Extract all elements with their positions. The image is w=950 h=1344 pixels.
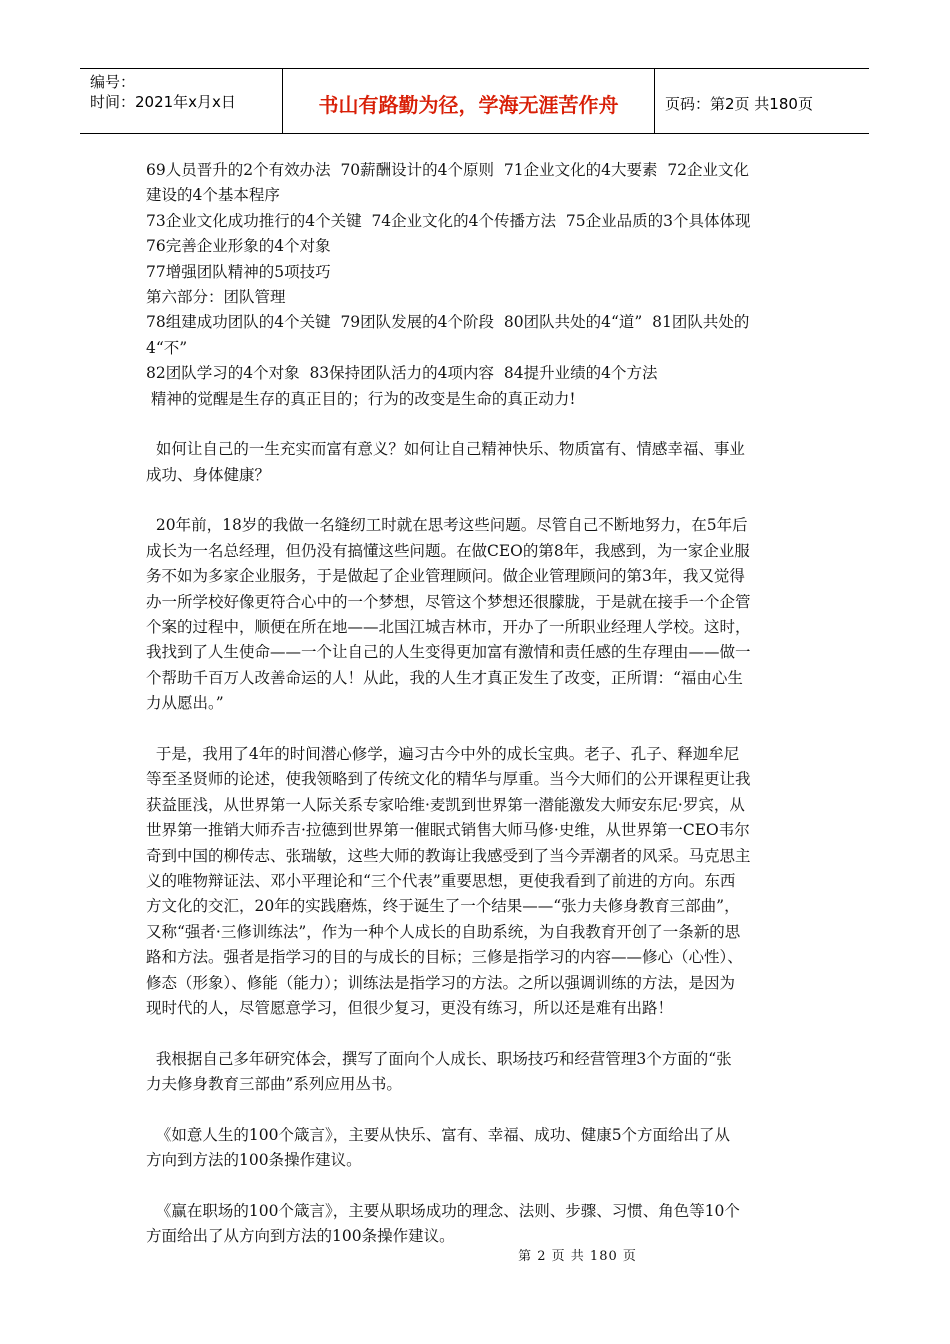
body-text-line: 个案的过程中，顺便在所在地——北国江城吉林市，开办了一所职业经理人学校。这时， [146,618,751,637]
document-time-label: 时间：2021年x月x日 [90,93,236,111]
body-text-line: 建设的4个基本程序 [146,186,280,205]
body-text-line: 精神的觉醒是生存的真正目的；行为的改变是生命的真正动力! [146,389,576,408]
document-number-label: 编号： [90,73,136,91]
page-header [80,68,869,134]
body-text-line: 奇到中国的柳传志、张瑞敏，这些大师的教诲让我感受到了当今弄潮者的风采。马克思主 [146,846,751,865]
body-text-line: 《赢在职场的100个箴言》，主要从职场成功的理念、法则、步骤、习惯、角色等10个 [146,1202,740,1221]
body-text-line: 力夫修身教育三部曲”系列应用丛书。 [146,1075,402,1094]
paragraph-gap [146,717,814,742]
body-text-line: 方面给出了从方向到方法的100条操作建议。 [146,1227,455,1246]
body-text-line: 82团队学习的4个对象 83保持团队活力的4项内容 84提升业绩的4个方法 [146,364,658,383]
body-text-line: 获益匪浅，从世界第一人际关系专家哈维·麦凯到世界第一潜能激发大师安东尼·罗宾，从 [146,795,745,814]
body-text-line: 如何让自己的一生充实而富有意义？如何让自己精神快乐、物质富有、情感幸福、事业 [146,440,745,459]
body-text-line: 务不如为多家企业服务，于是做起了企业管理顾问。做企业管理顾问的第3年，我又觉得 [146,567,745,586]
body-text-line: 我根据自己多年研究体会，撰写了面向个人成长、职场技巧和经营管理3个方面的“张 [146,1049,732,1068]
body-text-line: 等至圣贤师的论述，使我领略到了传统文化的精华与厚重。当今大师们的公开课程更让我 [146,770,751,789]
body-text-line: 4“不” [146,338,188,357]
paragraph-gap [146,488,814,513]
header-motto: 书山有路勤为径，学海无涯苦作舟 [283,69,655,133]
body-text-line: 修态（形象）、修能（能力）；训练法是指学习的方法。之所以强调训练的方法，是因为 [146,973,736,992]
body-text-line: 个帮助千百万人改善命运的人！从此，我的人生才真正发生了改变，正所谓：“福由心生 [146,668,743,687]
body-text-line: 路和方法。强者是指学习的目的与成长的目标；三修是指学习的内容——修心（心性）、 [146,948,743,967]
body-text-line: 现时代的人，尽管愿意学习，但很少复习，更没有练习，所以还是难有出路！ [146,998,674,1017]
body-text-line: 办一所学校好像更符合心中的一个梦想，尽管这个梦想还很朦胧，于是就在接手一个企管 [146,592,751,611]
page-footer: 第 2 页 共 180 页 [518,1249,637,1264]
body-text-line: 方文化的交汇，20年的实践磨炼，终于诞生了一个结果——“张力夫修身教育三部曲”， [146,897,740,916]
body-text-line: 77增强团队精神的5项技巧 [146,262,331,281]
body-text-line: 力从愿出。” [146,694,224,713]
paragraph-gap [146,1174,814,1199]
document-body [146,158,814,1250]
body-text-line: 第六部分：团队管理 [146,287,286,306]
body-text-line: 78组建成功团队的4个关键 79团队发展的4个阶段 80团队共处的4“道” 81团队共处的 [146,313,750,332]
paragraph-gap [146,412,814,437]
body-text-line: 世界第一推销大师乔吉·拉德到世界第一催眠式销售大师马修·史维，从世界第一CEO韦尔 [146,821,750,840]
body-text-line: 成长为一名总经理，但仍没有搞懂这些问题。在做CEO的第8年，我感到，为一家企业服 [146,541,750,560]
paragraph-gap [146,1097,814,1122]
header-meta [80,69,283,133]
body-text-line: 于是，我用了4年的时间潜心修学，遍习古今中外的成长宝典。老子、孔子、释迦牟尼 [146,744,740,763]
body-text-line: 73企业文化成功推行的4个关键 74企业文化的4个传播方法 75企业品质的3个具体体现 [146,211,751,230]
body-text-line: 义的唯物辩证法、邓小平理论和“三个代表”重要思想，更使我看到了前进的方向。东西 [146,871,736,890]
body-text-line: 《如意人生的100个箴言》，主要从快乐、富有、幸福、成功、健康5个方面给出了从 [146,1125,731,1144]
header-page-info: 页码：第2页 共180页 [665,94,813,113]
body-text-line: 20年前，18岁的我做一名缝纫工时就在思考这些问题。尽管自己不断地努力，在5年后 [146,516,748,535]
body-text-line: 76完善企业形象的4个对象 [146,237,331,256]
body-text-line: 成功、身体健康？ [146,465,271,484]
paragraph-gap [146,1021,814,1046]
body-text-line: 又称“强者·三修训练法”，作为一种个人成长的自助系统，为自我教育开创了一条新的思 [146,922,741,941]
body-text-line: 我找到了人生使命——一个让自己的人生变得更加富有激情和责任感的生存理由——做一 [146,643,751,662]
body-text-line: 方向到方法的100条操作建议。 [146,1151,362,1170]
body-text-line: 69人员晋升的2个有效办法 70薪酬设计的4个原则 71企业文化的4大要素 72企业文化 [146,161,750,179]
